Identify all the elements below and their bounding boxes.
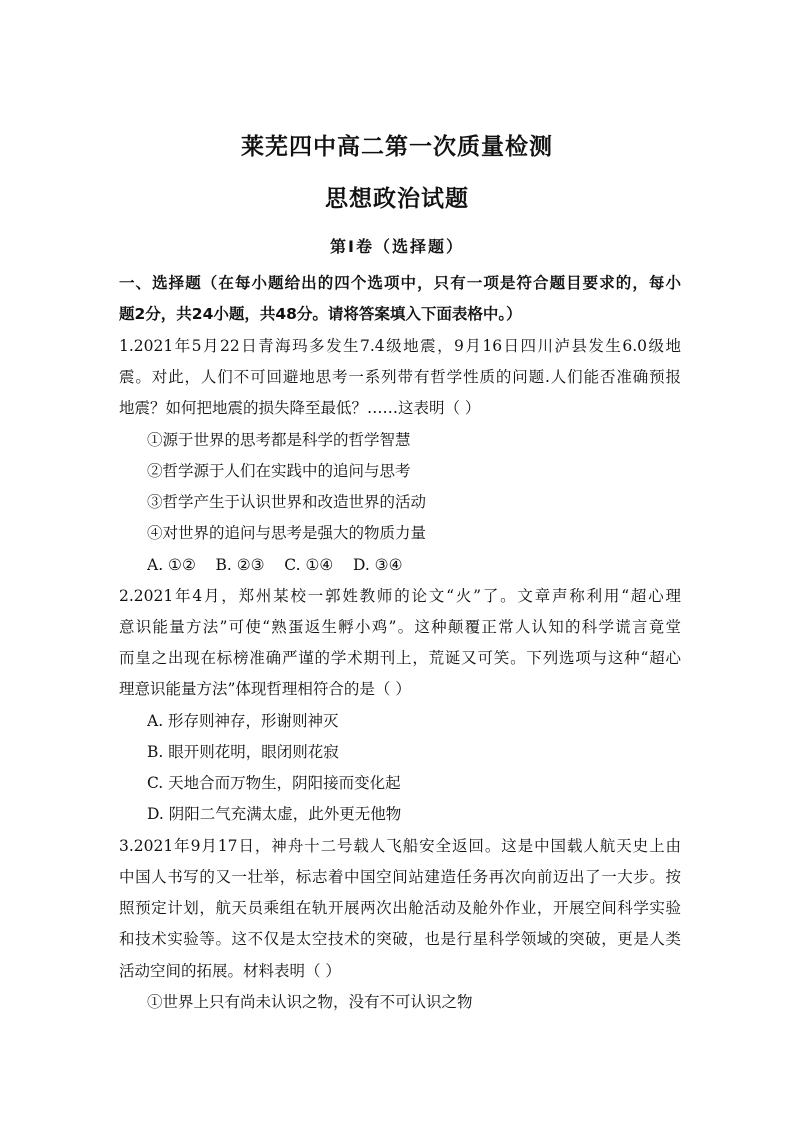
q1-item-1: ①源于世界的思考都是科学的哲学智慧 (147, 431, 411, 449)
q2-option-a: A. 形存则神存，形谢则神灭 (147, 712, 339, 730)
q3-stem-line-3: 照预定计划，航天员乘组在轨开展两次出舱活动及舱外作业，开展空间科学实验 (119, 899, 681, 917)
exam-subtitle: 思想政治试题 (325, 186, 469, 212)
q1-stem-line-1: 1.2021年5月22日青海玛多发生7.4级地震，9月16日四川泸县发生6.0级地 (119, 337, 681, 355)
q2-option-c: C. 天地合而万物生，阴阳接而变化起 (147, 774, 401, 792)
q1-item-2: ②哲学源于人们在实践中的追问与思考 (147, 462, 411, 480)
instructions-line-2: 题2分，共24小题，共48分。请将答案填入下面表格中。） (119, 305, 522, 323)
q3-stem-line-1: 3.2021年9月17日，神舟十二号载人飞船安全返回。这是中国载人航天史上由 (119, 837, 681, 855)
q1-stem-line-2: 震。对此，人们不可回避地思考一系列带有哲学性质的问题.人们能否准确预报 (119, 368, 681, 386)
q1-stem-line-3: 地震？如何把地震的损失降至最低？……这表明（ ） (119, 399, 481, 417)
q2-stem-line-3: 而皇之出现在标榜准确严谨的学术期刊上，荒诞又可笑。下列选项与这种“超心 (119, 649, 681, 667)
q1-options: A. ①② B. ②③ C. ①④ D. ③④ (147, 556, 403, 574)
q1-item-3: ③哲学产生于认识世界和改造世界的活动 (147, 493, 427, 511)
q2-stem-line-2: 意识能量方法”可使“熟蛋返生孵小鸡”。这种颠覆正常人认知的科学谎言竟堂 (119, 618, 681, 636)
q3-item-1: ①世界上只有尚未认识之物，没有不可认识之物 (147, 993, 473, 1011)
instructions-line-1: 一、选择题（在每小题给出的四个选项中，只有一项是符合题目要求的，每小 (119, 274, 681, 292)
q2-option-b: B. 眼开则花明，眼闭则花寂 (147, 743, 339, 761)
q2-stem-line-1: 2.2021年4月，郑州某校一郭姓教师的论文“火”了。文章声称利用“超心理 (119, 587, 681, 605)
exam-title: 莱芜四中高二第一次质量检测 (241, 134, 553, 160)
section-heading: 第Ⅰ卷（选择题） (330, 237, 464, 256)
q3-stem-line-5: 活动空间的拓展。材料表明（ ） (119, 962, 341, 980)
q1-item-4: ④对世界的追问与思考是强大的物质力量 (147, 524, 427, 542)
q2-stem-line-4: 理意识能量方法”体现哲理相符合的是（ ） (119, 680, 411, 698)
q3-stem-line-2: 中国人书写的又一壮举，标志着中国空间站建造任务再次向前迈出了一大步。按 (119, 868, 681, 886)
q2-option-d: D. 阴阳二气充满太虚，此外更无他物 (147, 805, 402, 823)
q3-stem-line-4: 和技术实验等。这不仅是太空技术的突破，也是行星科学领域的突破，更是人类 (119, 930, 681, 948)
